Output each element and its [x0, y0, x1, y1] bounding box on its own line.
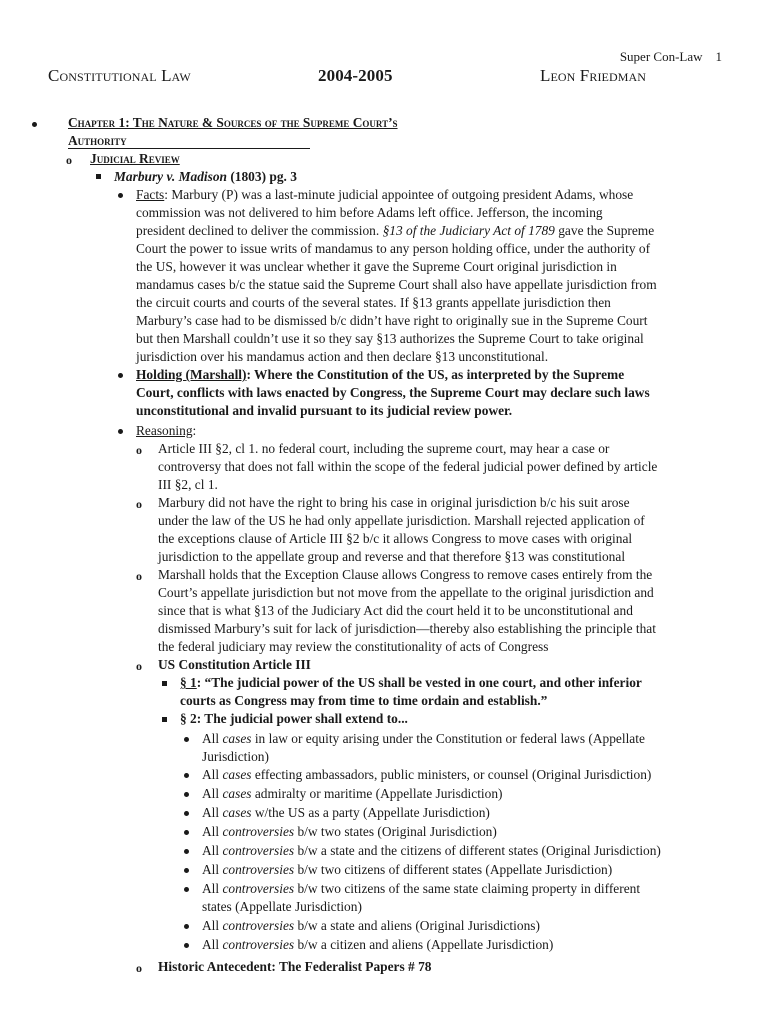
reasoning-p1-line: Article III §2, cl 1. no federal court, including the supreme court, may hear a case or	[158, 441, 610, 456]
chapter-title-cont: Authority	[68, 133, 127, 148]
bullet-o-icon: o	[136, 443, 142, 457]
course-year: 2004-2005	[318, 66, 393, 85]
bullet-dot-icon	[184, 849, 189, 854]
case-heading	[114, 168, 297, 186]
facts-line-6: mandamus cases b/c the statue said the Supreme Court shall also have appellate jurisdiction from	[136, 277, 657, 292]
item-text: admiralty or maritime (Appellate Jurisdiction)	[251, 786, 503, 801]
course-title: Constitutional Law	[48, 66, 191, 85]
jurisdiction-item	[202, 785, 503, 803]
facts-line-1	[136, 186, 633, 204]
bullet-o-icon: o	[66, 153, 72, 167]
bullet-dot-icon	[184, 773, 189, 778]
reasoning-p1-line: III §2, cl 1.	[158, 477, 218, 492]
jurisdiction-item	[202, 861, 612, 879]
facts-text: : Marbury (P) was a last-minute judicial appointee of outgoing president Adams, whose	[164, 187, 634, 202]
jurisdiction-item	[202, 766, 651, 784]
reasoning-p3-line: the federal judiciary may review the constitutionality of acts of Congress	[158, 639, 549, 654]
bullet-o-icon: o	[136, 961, 142, 975]
facts-label: Facts	[136, 187, 165, 202]
reasoning-p1-line: controversy that does not fall within the scope of the federal judicial power defined by article	[158, 459, 658, 474]
reasoning-p3-line: since that is what §13 of the Judiciary Act did the court held it to be unconstitutional and	[158, 603, 633, 618]
item-emphasis: controversies	[222, 937, 295, 952]
holding-line-2: Court, conflicts with laws enacted by Congress, the Supreme Court may declare such laws	[136, 385, 650, 400]
professor-name: Leon Friedman	[540, 66, 647, 85]
facts-line-2: commission was not delivered to him before Adams left office. Jefferson, the incoming	[136, 205, 603, 220]
bullet-dot-icon	[184, 887, 189, 892]
jurisdiction-item	[202, 823, 497, 841]
item-text: b/w a state and the citizens of different states (Original Jurisdiction)	[294, 843, 661, 858]
item-text: in law or equity arising under the Constitution or federal laws (Appellate	[251, 731, 645, 746]
facts-line-4: Court the power to issue writs of mandamus to any person holding office, under the authority of	[136, 241, 651, 256]
item-text: All	[202, 824, 223, 839]
running-head-title: Super Con-Law	[619, 49, 703, 64]
bullet-dot-icon	[184, 868, 189, 873]
jurisdiction-item	[202, 917, 540, 935]
item-text: b/w a citizen and aliens (Appellate Jurisdiction)	[294, 937, 554, 952]
item-emphasis: controversies	[222, 862, 295, 877]
s1-label: § 1	[180, 675, 197, 690]
running-head	[620, 48, 722, 66]
jurisdiction-item	[202, 880, 640, 898]
item-text: b/w a state and aliens (Original Jurisdictions)	[294, 918, 540, 933]
facts-text: gave the Supreme	[554, 223, 655, 238]
s1-text: : “The judicial power of the US shall be vested in one court, and other inferior	[196, 675, 642, 690]
item-emphasis: controversies	[222, 881, 295, 896]
reasoning-p3-line: Marshall holds that the Exception Clause allows Congress to remove cases entirely from the	[158, 567, 653, 582]
facts-line-5: the US, however it was unclear whether it gave the Supreme Court original jurisdiction in	[136, 259, 617, 274]
item-emphasis: controversies	[222, 824, 295, 839]
facts-line-3	[136, 222, 654, 240]
item-emphasis: cases	[222, 786, 252, 801]
article3-title: US Constitution Article III	[158, 657, 311, 672]
jurisdiction-item	[202, 842, 661, 860]
case-name: Marbury v. Madison	[114, 169, 227, 184]
bullet-dot-icon	[118, 373, 123, 378]
bullet-dot-icon	[184, 737, 189, 742]
bullet-dot-icon	[184, 924, 189, 929]
article3-s1-line-2: courts as Congress may from time to time ordain and establish.”	[180, 693, 548, 708]
item-emphasis: controversies	[222, 918, 295, 933]
item-text: effecting ambassadors, public ministers, or counsel (Original Jurisdiction)	[251, 767, 652, 782]
chapter-title: Chapter 1: The Nature & Sources of the Supreme Court’s	[68, 115, 398, 130]
article3-s1-line-1	[180, 674, 642, 692]
item-text: w/the US as a party (Appellate Jurisdiction)	[251, 805, 490, 820]
reasoning-p2-line: jurisdiction to the appellate group and reverse and that therefore §13 was constitutional	[158, 549, 626, 564]
reasoning-p2-line: under the law of the US he had only appellate jurisdiction. Marshall rejected application of	[158, 513, 645, 528]
item-text: b/w two states (Original Jurisdiction)	[294, 824, 497, 839]
statute-reference: §13 of the Judiciary Act of 1789	[382, 223, 555, 238]
item-text: All	[202, 918, 223, 933]
bullet-dot-icon	[118, 193, 123, 198]
facts-text: president declined to deliver the commission.	[136, 223, 383, 238]
facts-line-10: jurisdiction over his mandamus action and then declare §13 unconstitutional.	[136, 349, 549, 364]
chapter-underline	[68, 148, 310, 149]
reasoning-label: Reasoning	[136, 423, 193, 438]
item-emphasis: cases	[222, 767, 252, 782]
item-text: All	[202, 881, 223, 896]
bullet-o-icon: o	[136, 659, 142, 673]
bullet-dot-icon	[32, 122, 37, 127]
reasoning-p3-line: Court’s appellate jurisdiction but not move from the appellate to the original jurisdiction and	[158, 585, 654, 600]
historic-antecedent: Historic Antecedent: The Federalist Papers # 78	[158, 959, 432, 974]
item-emphasis: controversies	[222, 843, 295, 858]
holding-label: Holding (Marshall)	[136, 367, 247, 382]
jurisdiction-item-cont: states (Appellate Jurisdiction)	[202, 899, 362, 914]
bullet-square-icon	[162, 681, 167, 686]
bullet-dot-icon	[184, 943, 189, 948]
jurisdiction-item	[202, 804, 490, 822]
reasoning-heading	[136, 422, 196, 440]
item-text: All	[202, 731, 223, 746]
facts-line-7: the circuit courts and courts of the several states. If §13 grants appellate jurisdiction then	[136, 295, 611, 310]
item-emphasis: cases	[222, 805, 252, 820]
case-year: (1803) pg. 3	[226, 169, 297, 184]
item-text: b/w two citizens of different states (Appellate Jurisdiction)	[294, 862, 613, 877]
reasoning-p3-line: dismissed Marbury’s suit for lack of jurisdiction—thereby also establishing the principle that	[158, 621, 656, 636]
item-text: All	[202, 805, 223, 820]
bullet-o-icon: o	[136, 497, 142, 511]
item-text: All	[202, 937, 223, 952]
article3-s2: § 2: The judicial power shall extend to...	[180, 711, 408, 726]
bullet-dot-icon	[184, 830, 189, 835]
bullet-square-icon	[162, 717, 167, 722]
item-text: b/w two citizens of the same state claiming property in different	[294, 881, 641, 896]
holding-line-1	[136, 366, 624, 384]
item-emphasis: cases	[222, 731, 252, 746]
item-text: All	[202, 767, 223, 782]
bullet-square-icon	[96, 174, 101, 179]
bullet-dot-icon	[118, 429, 123, 434]
item-text: All	[202, 843, 223, 858]
jurisdiction-item	[202, 730, 645, 748]
reasoning-colon: :	[192, 423, 197, 438]
jurisdiction-item-cont: Jurisdiction)	[202, 749, 269, 764]
item-text: All	[202, 786, 223, 801]
bullet-dot-icon	[184, 792, 189, 797]
holding-text: : Where the Constitution of the US, as interpreted by the Supreme	[246, 367, 625, 382]
facts-line-9: but then Marshall couldn’t use it so they say §13 authorizes the Supreme Court to take original	[136, 331, 644, 346]
item-text: All	[202, 862, 223, 877]
facts-line-8: Marbury’s case had to be dismissed b/c didn’t have right to originally sue in the Supreme Court	[136, 313, 648, 328]
section-title: Judicial Review	[90, 151, 180, 166]
holding-line-3: unconstitutional and invalid pursuant to its judicial review power.	[136, 403, 513, 418]
reasoning-p2-line: Marbury did not have the right to bring his case in original jurisdiction b/c his suit arose	[158, 495, 630, 510]
reasoning-p2-line: the exceptions clause of Article III §2 b/c it allows Congress to move cases with original	[158, 531, 633, 546]
jurisdiction-item	[202, 936, 553, 954]
bullet-dot-icon	[184, 811, 189, 816]
bullet-o-icon: o	[136, 569, 142, 583]
page-number: 1	[715, 49, 722, 64]
